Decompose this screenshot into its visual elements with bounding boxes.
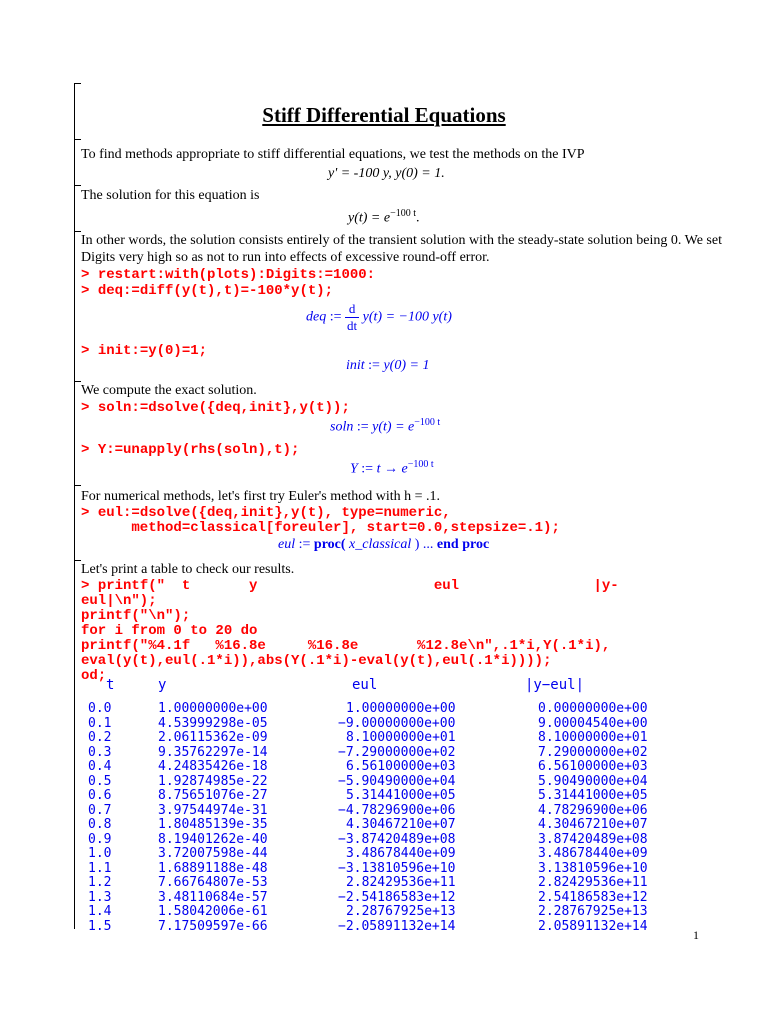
group-marker (74, 560, 81, 561)
command-printf[interactable] (81, 579, 619, 684)
table-cell: 0.7 (88, 802, 112, 818)
table-cell: 5.31441000e+05 (538, 788, 648, 803)
command-init-text: init:=y(0)=1; (97, 343, 208, 359)
command-eul[interactable] (81, 506, 560, 536)
table-cell: −2.05891132e+14 (338, 918, 456, 934)
table-cell: 4.53999298e-05 (158, 715, 268, 731)
table-cell: 0.3 (88, 744, 112, 760)
table-cell: 2.28767925e+13 (538, 904, 648, 919)
eul-end-proc: end proc (436, 537, 490, 552)
command-deq[interactable] (81, 284, 333, 299)
table-cell: 9.35762297e-14 (158, 744, 268, 760)
table-cell: 6.56100000e+03 (346, 759, 456, 774)
transient-text: In other words, the solution consists entirely of the transient solution with the steady-state solution being 0. We set Digits very high so as not to run into effects of excessive round-off error. (81, 233, 722, 265)
deq-lhs: deq (306, 309, 327, 325)
table-cell: 0.0 (88, 701, 112, 716)
table-cell: −2.54186583e+12 (338, 889, 456, 905)
command-Y[interactable] (81, 443, 299, 458)
output-eul: eul := proc( x_classical ) ... end proc (278, 537, 490, 552)
table-cell: 8.75651076e-27 (158, 788, 268, 803)
command-soln-text: soln:=dsolve({deq,init},y(t)); (97, 400, 350, 416)
table-cell: 3.97544974e-31 (158, 802, 268, 818)
table-cell: −7.29000000e+02 (338, 744, 456, 760)
prompt-symbol: > (81, 578, 90, 594)
soln-exponent: −100 t (414, 417, 441, 428)
command-Y-text: Y:=unapply(rhs(soln),t); (97, 442, 300, 458)
command-deq-text: deq:=diff(y(t),t)=-100*y(t); (97, 283, 334, 299)
command-restart-text: restart:with(plots):Digits:=1000: (97, 267, 376, 283)
group-marker (74, 185, 81, 186)
table-cell: 6.56100000e+03 (538, 759, 648, 774)
solution-intro-text: The solution for this equation is (81, 188, 260, 203)
derivative-denominator: dt (347, 318, 358, 333)
deq-rhs: y(t) = −100 y(t) (362, 309, 452, 325)
prompt-symbol: > (81, 442, 90, 458)
table-cell: 1.80485139e-35 (158, 817, 268, 832)
table-cell: 5.31441000e+05 (346, 788, 456, 803)
Y-lhs: Y (350, 461, 358, 477)
table-cell: 0.00000000e+00 (538, 701, 648, 716)
solution-lhs: y(t) = e (348, 210, 391, 226)
table-cell: 7.66764807e-53 (158, 875, 268, 890)
init-lhs: init (346, 358, 365, 373)
eul-dots: ... (422, 537, 434, 552)
eul-lhs: eul (278, 537, 296, 552)
table-cell: 4.30467210e+07 (346, 817, 456, 832)
table-cell: 1.0 (88, 846, 112, 861)
command-eul-text: eul:=dsolve({deq,init},y(t), type=numeric, method=classical[foreuler], start=0.0,stepsize=.1); (97, 505, 560, 536)
exact-text: We compute the exact solution. (81, 383, 257, 398)
euler-text: For numerical methods, let's first try Euler's method with h = .1. (81, 489, 440, 504)
ivp-equation (328, 166, 445, 182)
table-cell: 1.92874985e-22 (158, 773, 268, 789)
soln-lhs: soln (330, 419, 354, 435)
table-cell: 3.72007598e-44 (158, 846, 268, 861)
table-cell: 8.10000000e+01 (346, 730, 456, 745)
table-cell: 2.28767925e+13 (346, 904, 456, 919)
table-cell: 0.4 (88, 759, 112, 774)
group-marker (74, 231, 81, 232)
table-cell: −9.00000000e+00 (338, 715, 456, 731)
solution-equation (348, 208, 420, 227)
page-number: 1 (693, 928, 699, 942)
table-cell: 7.17509597e-66 (158, 918, 268, 934)
output-Y: Y := $t \to e^{-100 t}$ (350, 459, 434, 477)
table-header-y: y (158, 677, 167, 693)
derivative-numerator: d (345, 301, 359, 318)
table-cell: 0.8 (88, 817, 112, 832)
table-cell: 4.24835426e-18 (158, 759, 268, 774)
table-cell: 1.00000000e+00 (158, 701, 268, 716)
table-cell: −3.87420489e+08 (338, 831, 456, 847)
init-rhs: y(0) = 1 (383, 358, 430, 373)
table-cell: 2.82429536e+11 (346, 875, 456, 890)
group-marker (74, 139, 81, 140)
eul-close: ) (414, 537, 420, 552)
table-cell: 2.06115362e-09 (158, 730, 268, 745)
table-cell: 3.13810596e+10 (538, 860, 648, 876)
prompt-symbol: > (81, 400, 90, 416)
solution-tail: . (416, 210, 420, 226)
table-cell: 1.4 (88, 904, 112, 919)
table-cell: 0.1 (88, 715, 112, 731)
table-header-eul: eul (352, 677, 378, 693)
table-cell: 3.48110684e-57 (158, 889, 268, 905)
command-init[interactable] (81, 344, 207, 359)
command-restart[interactable] (81, 268, 375, 283)
table-text: Let's print a table to check our results. (81, 562, 295, 577)
table-cell: 7.29000000e+02 (538, 744, 648, 760)
derivative-fraction (345, 301, 359, 334)
table-cell: −5.90490000e+04 (338, 773, 456, 789)
prompt-symbol: > (81, 283, 90, 299)
table-cell: −4.78296900e+06 (338, 802, 456, 818)
table-cell: 1.58042006e-61 (158, 904, 268, 919)
output-init: init := y(0) = 1 (346, 358, 430, 373)
table-cell: 2.82429536e+11 (538, 875, 648, 890)
table-cell: 8.10000000e+01 (538, 730, 648, 745)
section-top-mark (74, 83, 81, 84)
table-cell: 0.9 (88, 831, 112, 847)
table-cell: 1.1 (88, 860, 112, 876)
soln-rhs: y(t) = e (372, 419, 415, 435)
output-deq: deq := $\frac{d}{dt}$ y(t) = −100 y(t) (306, 301, 452, 333)
table-cell: 0.2 (88, 730, 112, 745)
group-marker (74, 485, 81, 486)
table-header-t: t (106, 677, 115, 693)
table-cell: 3.48678440e+09 (538, 846, 648, 861)
table-cell: 1.5 (88, 918, 112, 934)
table-cell: 3.48678440e+09 (346, 846, 456, 861)
Y-exponent: −100 t (407, 459, 434, 470)
prompt-symbol: > (81, 343, 90, 359)
ivp-text: y' = -100 y, y(0) = 1. (328, 166, 445, 181)
eul-arg: x_classical (349, 537, 412, 552)
table-cell: 2.54186583e+12 (538, 889, 648, 905)
table-cell: 2.05891132e+14 (538, 918, 648, 934)
command-printf-text: printf(" t y eul |y- eul|\n"); printf("\n"); for i from 0 to 20 do printf("%4.1f %16.8e %16.8e %12.8e\n",.1*i,Y(.1*i), eval(y(t),eul(.1*i)),abs(Y(.1*i)-eval(y(t),eul(.1*i)))); od; (81, 578, 619, 684)
intro-text: To find methods appropriate to stiff differential equations, we test the methods on the IVP (81, 147, 585, 162)
group-marker (74, 381, 81, 382)
table-cell: 0.6 (88, 788, 112, 803)
table-header-diff: |y−eul| (525, 677, 585, 693)
table-cell: 8.19401262e-40 (158, 831, 268, 847)
solution-exponent: −100 t (390, 208, 417, 219)
table-cell: 1.2 (88, 875, 112, 890)
output-soln: soln := $y(t) = e^{-100 t}$ (330, 417, 441, 435)
table-cell: 1.00000000e+00 (346, 701, 456, 716)
table-cell: 0.5 (88, 773, 112, 789)
prompt-symbol: > (81, 267, 90, 283)
table-cell: 3.87420489e+08 (538, 831, 648, 847)
prompt-symbol: > (81, 505, 90, 521)
table-cell: 4.30467210e+07 (538, 817, 648, 832)
table-cell: 4.78296900e+06 (538, 802, 648, 818)
command-soln[interactable] (81, 401, 350, 416)
table-cell: 1.68891188e-48 (158, 860, 268, 876)
section-bracket (74, 83, 75, 929)
table-cell: 1.3 (88, 889, 112, 905)
Y-rhs: t → e (376, 461, 408, 477)
page-title: Stiff Differential Equations (262, 103, 506, 127)
table-cell: −3.13810596e+10 (338, 860, 456, 876)
table-cell: 5.90490000e+04 (538, 773, 648, 789)
table-cell: 9.00004540e+00 (538, 715, 648, 731)
eul-proc: proc( (313, 537, 346, 552)
